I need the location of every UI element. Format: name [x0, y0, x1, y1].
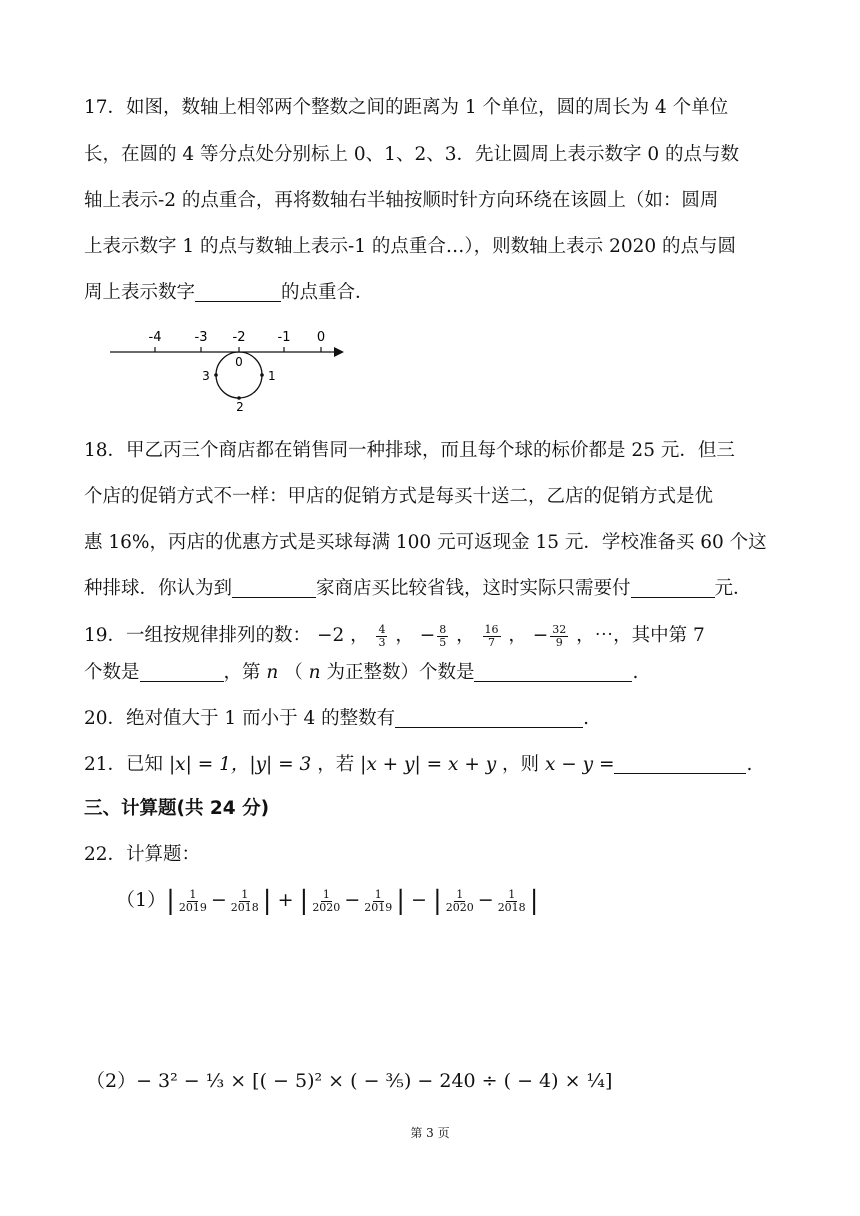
page-number: 第 3 页	[410, 1126, 450, 1140]
q19-fraction	[550, 624, 568, 649]
numerator: 16	[484, 622, 499, 636]
q17-line5-prefix: 周上表示数字	[84, 282, 196, 303]
numerator: 1	[508, 887, 516, 901]
q20-answer-blank[interactable]	[395, 707, 583, 728]
section-heading: 三、计算题(共 24 分)	[84, 798, 270, 819]
q19-seventh-blank[interactable]	[140, 661, 224, 682]
denominator: 7	[488, 635, 496, 649]
numerator: 1	[374, 887, 382, 901]
numerator: 4	[378, 622, 386, 636]
denominator: 9	[555, 635, 563, 649]
circle-label: 2	[236, 400, 244, 414]
q21-mid2: ，则	[502, 754, 540, 775]
denominator: 2020	[312, 900, 341, 914]
circle-label: 0	[235, 355, 243, 369]
q22-label: 22．计算题：	[84, 844, 201, 865]
arrow-icon	[334, 347, 344, 357]
numerator: 1	[322, 887, 330, 901]
numerator: 32	[552, 622, 567, 636]
q19-fraction	[437, 624, 448, 649]
numerator: 8	[439, 622, 447, 636]
q22-part2	[86, 1064, 612, 1098]
q18-store-blank[interactable]	[232, 577, 316, 598]
fraction	[177, 889, 209, 914]
denominator: 2018	[230, 900, 259, 914]
q21-mid: ，若	[317, 754, 355, 775]
q22-part2-expression: − 3² − ⅓ × [( − 5)² × ( − ⅗) − 240 ÷ ( − 4) × ¼]	[136, 1070, 613, 1092]
q21-expression: x − y =	[544, 754, 615, 775]
q19-line2-d: 为正整数）个数是	[326, 662, 475, 683]
denominator: 2018	[497, 900, 526, 914]
q17-line2: 长，在圆的 4 等分点处分别标上 0、1、2、3．先让圆周上表示数字 0 的点与数	[84, 144, 740, 165]
fraction	[362, 889, 394, 914]
q19-n: n	[266, 662, 279, 683]
q19-line2	[84, 660, 638, 686]
point-dot	[260, 373, 264, 377]
denominator: 2020	[445, 900, 474, 914]
q19-suffix: ，⋯，其中第 7	[576, 625, 705, 646]
q21-condition2: |x + y| = x + y	[360, 754, 497, 775]
fraction	[496, 889, 528, 914]
numerator: 1	[189, 887, 197, 901]
q20-text: 20．绝对值大于 1 而小于 4 的整数有	[84, 708, 396, 729]
q19-n: n	[308, 662, 321, 683]
q17-line4: 上表示数字 1 的点与数轴上表示-1 的点重合…），则数轴上表示 2020 的点与圆	[84, 236, 737, 257]
q19-nth-blank[interactable]	[474, 661, 632, 682]
denominator: 5	[439, 635, 447, 649]
q19-term1: −2	[316, 625, 345, 646]
q18-line4	[84, 576, 752, 602]
q17-line3: 轴上表示-2 的点重合，再将数轴右半轴按顺时针方向环绕在该圆上（如：圆周	[84, 190, 719, 211]
q17-line5	[84, 280, 374, 306]
point-dot	[214, 373, 218, 377]
numerator: 1	[241, 887, 249, 901]
q21-end: .	[746, 754, 753, 775]
q19-fraction	[376, 624, 387, 649]
fraction	[310, 889, 342, 914]
tick-label: -2	[232, 330, 246, 345]
q18-line4-b: 家商店买比较省钱，这时实际只需要付	[316, 578, 631, 599]
q19-line1: 19．一组按规律排列的数： −2 ， $\frac{4}{3}$ ， − $\frac{8}{5}$ ， $\frac{16}{7}$ ， − $\frac{32}{9}$ ，⋯，其中第 7	[84, 622, 705, 649]
fraction	[229, 889, 261, 914]
fraction	[444, 889, 476, 914]
q21-prefix: 21．已知	[84, 754, 164, 775]
numerator: 1	[456, 887, 464, 901]
tick-label: 0	[316, 330, 326, 345]
q18-amount-blank[interactable]	[631, 577, 715, 598]
q19-line2-c: （	[284, 662, 303, 683]
q17-line1: 17．如图，数轴上相邻两个整数之间的距离为 1 个单位，圆的周长为 4 个单位	[84, 97, 729, 118]
q19-line2-e: .	[632, 662, 639, 683]
denominator: 2019	[364, 900, 393, 914]
number-line-figure	[108, 322, 348, 414]
circle-label: 1	[268, 369, 276, 383]
q19-line2-a: 个数是	[84, 662, 140, 683]
q17-line5-suffix: 的点重合．	[281, 282, 374, 303]
q22-part2-label: （2）	[86, 1070, 137, 1092]
q19-line2-b: ，第	[223, 662, 261, 683]
circle-label: 3	[202, 369, 210, 383]
q17-answer-blank[interactable]	[195, 281, 281, 302]
q18-line3: 惠 16%，丙店的优惠方式是买球每满 100 元可返现金 15 元．学校准备买 60 个这	[84, 532, 767, 553]
q21-condition1: |x| = 1，|y| = 3	[168, 754, 312, 775]
q22-part1: （1）| $\frac{1}{2019}$ − $\frac{1}{2018}$ | + | $\frac{1}{2020}$ − $\frac{1}{2019}$ | − | $\frac{1}{2020}$ − $\frac{1}{2018}$ |	[116, 886, 539, 916]
q19-prefix: 19．一组按规律排列的数：	[84, 625, 312, 646]
q20-line	[84, 706, 589, 732]
q19-fraction	[483, 624, 501, 649]
denominator: 3	[378, 635, 386, 649]
q21-line	[84, 752, 752, 778]
q18-line2: 个店的促销方式不一样：甲店的促销方式是每买十送二，乙店的促销方式是优	[84, 486, 714, 507]
q18-line4-a: 种排球．你认为到	[84, 578, 233, 599]
tick-label: -4	[148, 330, 162, 345]
q18-line4-c: 元．	[714, 578, 752, 599]
q20-end: .	[583, 708, 589, 729]
tick-label: -3	[194, 330, 208, 345]
q18-line1: 18．甲乙丙三个商店都在销售同一种排球，而且每个球的标价都是 25 元．但三	[84, 440, 735, 461]
q21-answer-blank[interactable]	[614, 753, 746, 774]
q22-part1-label: （1）	[116, 889, 167, 911]
denominator: 2019	[178, 900, 207, 914]
tick-label: -1	[277, 330, 291, 345]
